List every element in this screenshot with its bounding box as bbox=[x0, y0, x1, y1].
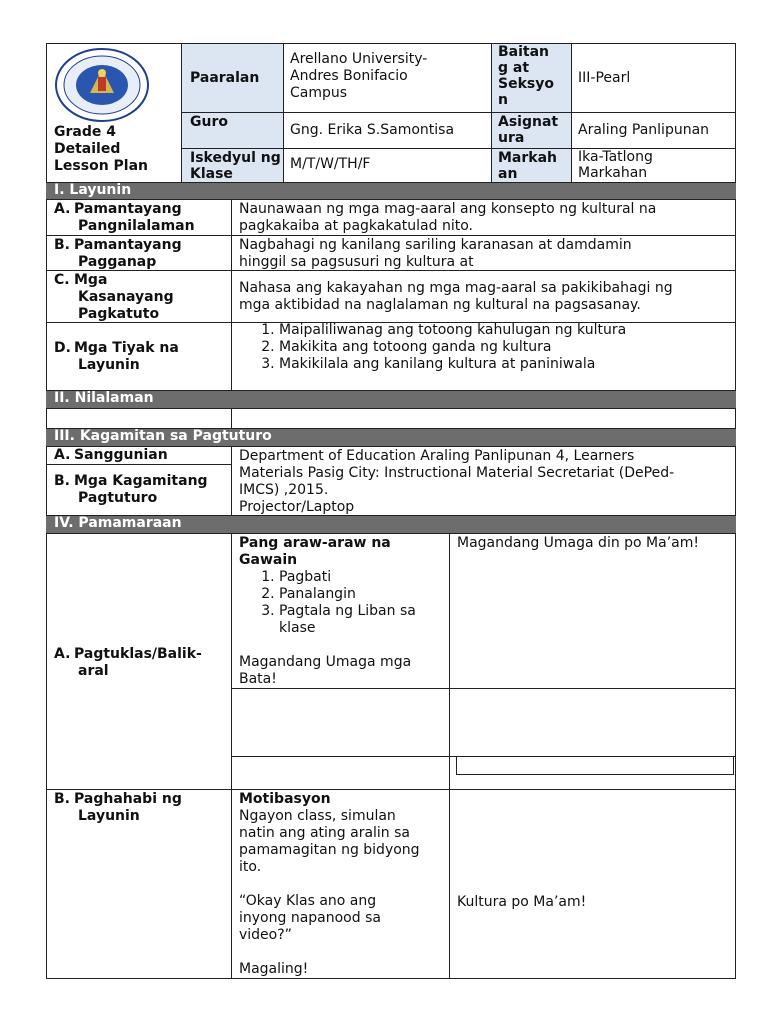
paaralan-value: Arellano University- Andres Bonifacio Campus bbox=[290, 51, 428, 101]
markahan-label-cell: Markah an bbox=[491, 148, 572, 183]
deped-seal-logo bbox=[54, 47, 150, 123]
section-layunin: I. Layunin bbox=[46, 183, 736, 199]
paghahabi-label: B. Paghahabi ng Layunin bbox=[54, 791, 182, 824]
baitang-label-cell: Baitan g at Seksyo n bbox=[491, 43, 572, 113]
sanggunian-label: A. Sanggunian bbox=[54, 447, 168, 463]
list-item: 3. Pagtala ng Liban sa klase bbox=[279, 603, 441, 637]
section-kagamitan: III. Kagamitan sa Pagtuturo bbox=[46, 429, 736, 446]
tiyak-na-layunin-list bbox=[233, 322, 733, 373]
asignatura-value: Araling Panlipunan bbox=[578, 122, 710, 138]
kagamitan-text: Department of Education Araling Panlipunan 4, Learners Materials Pasig City: Instructional Material Secretariat (DePed- IMCS) ,2015. Projector/Laptop bbox=[239, 448, 675, 515]
guro-value: Gng. Erika S.Samontisa bbox=[290, 122, 455, 138]
empty-inner-box bbox=[456, 756, 734, 775]
pamantayang-pangnilalaman-text: Naunawaan ng mga mag-aaral ang konsepto ng kultural na pagkakaiba at pagkakatulad nito. bbox=[239, 201, 657, 234]
iskedyul-value: M/T/W/TH/F bbox=[290, 156, 371, 172]
motibasyon-heading: Motibasyon bbox=[239, 791, 331, 807]
kagamitang-pagtuturo-label: B. Mga Kagamitang Pagtuturo bbox=[54, 473, 208, 506]
pang-araw-araw-heading: Pang araw-araw na Gawain bbox=[239, 535, 391, 568]
pamantayang-pagganap-text: Nagbahagi ng kanilang sariling karanasan at damdamin hinggil sa pagsusuri ng kultura at bbox=[239, 237, 632, 270]
asignatura-label-cell: Asignat ura bbox=[491, 112, 572, 149]
list-item: 2. Panalangin bbox=[279, 586, 441, 603]
pamantayang-pangnilalaman-label: A. Pamantayang Pangnilalaman bbox=[54, 201, 195, 234]
nilalaman-table bbox=[46, 408, 736, 429]
iskedyul-label-cell: Iskedyul ng Klase bbox=[181, 148, 284, 183]
plan-title: Grade 4 Detailed Lesson Plan bbox=[54, 124, 149, 174]
tiyak-na-layunin-label: D. Mga Tiyak na Layunin bbox=[54, 340, 179, 373]
col-divider bbox=[231, 199, 232, 391]
baitang-value: III-Pearl bbox=[578, 70, 631, 86]
section-pamamaraan: IV. Pamamaraan bbox=[46, 516, 736, 533]
student-answer: Kultura po Ma’am! bbox=[457, 894, 587, 910]
student-greeting: Magandang Umaga din po Ma’am! bbox=[457, 535, 699, 551]
kasanayang-pagkatuto-text: Nahasa ang kakayahan ng mga mag-aaral sa pakikibahagi ng mga aktibidad na naglalaman ng kultural na pagsasanay. bbox=[239, 280, 673, 313]
pagtuklas-label: A. Pagtuklas/Balik- aral bbox=[54, 646, 202, 679]
kasanayang-pagkatuto-label: C. Mga Kasanayang Pagkatuto bbox=[54, 272, 174, 322]
list-item: 2. Makikita ang totoong ganda ng kultura bbox=[279, 339, 733, 356]
col-divider bbox=[231, 408, 232, 429]
guro-label-cell: Guro bbox=[181, 112, 284, 149]
teacher-greeting: Magandang Umaga mga Bata! bbox=[239, 654, 412, 687]
paaralan-label-cell: Paaralan bbox=[181, 43, 284, 113]
list-item: 1. Maipaliliwanag ang totoong kahulugan ng kultura bbox=[279, 322, 733, 339]
motibasyon-cell: Motibasyon Ngayon class, simulan natin ang ating aralin sa pamamagitan ng bidyong ito. “Okay Klas ano ang inyong napanood sa video?” Magaling! bbox=[233, 790, 447, 979]
section-nilalaman: II. Nilalaman bbox=[46, 391, 736, 408]
row-divider bbox=[46, 464, 232, 465]
markahan-value: Ika-Tatlong Markahan bbox=[578, 149, 653, 181]
list-item: 1. Pagbati bbox=[279, 569, 441, 586]
list-item: 3. Makikilala ang kanilang kultura at paniniwala bbox=[279, 356, 733, 373]
pamantayang-pagganap-label: B. Pamantayang Pagganap bbox=[54, 237, 182, 270]
col-divider bbox=[231, 446, 232, 516]
pang-araw-araw-cell bbox=[233, 534, 447, 689]
